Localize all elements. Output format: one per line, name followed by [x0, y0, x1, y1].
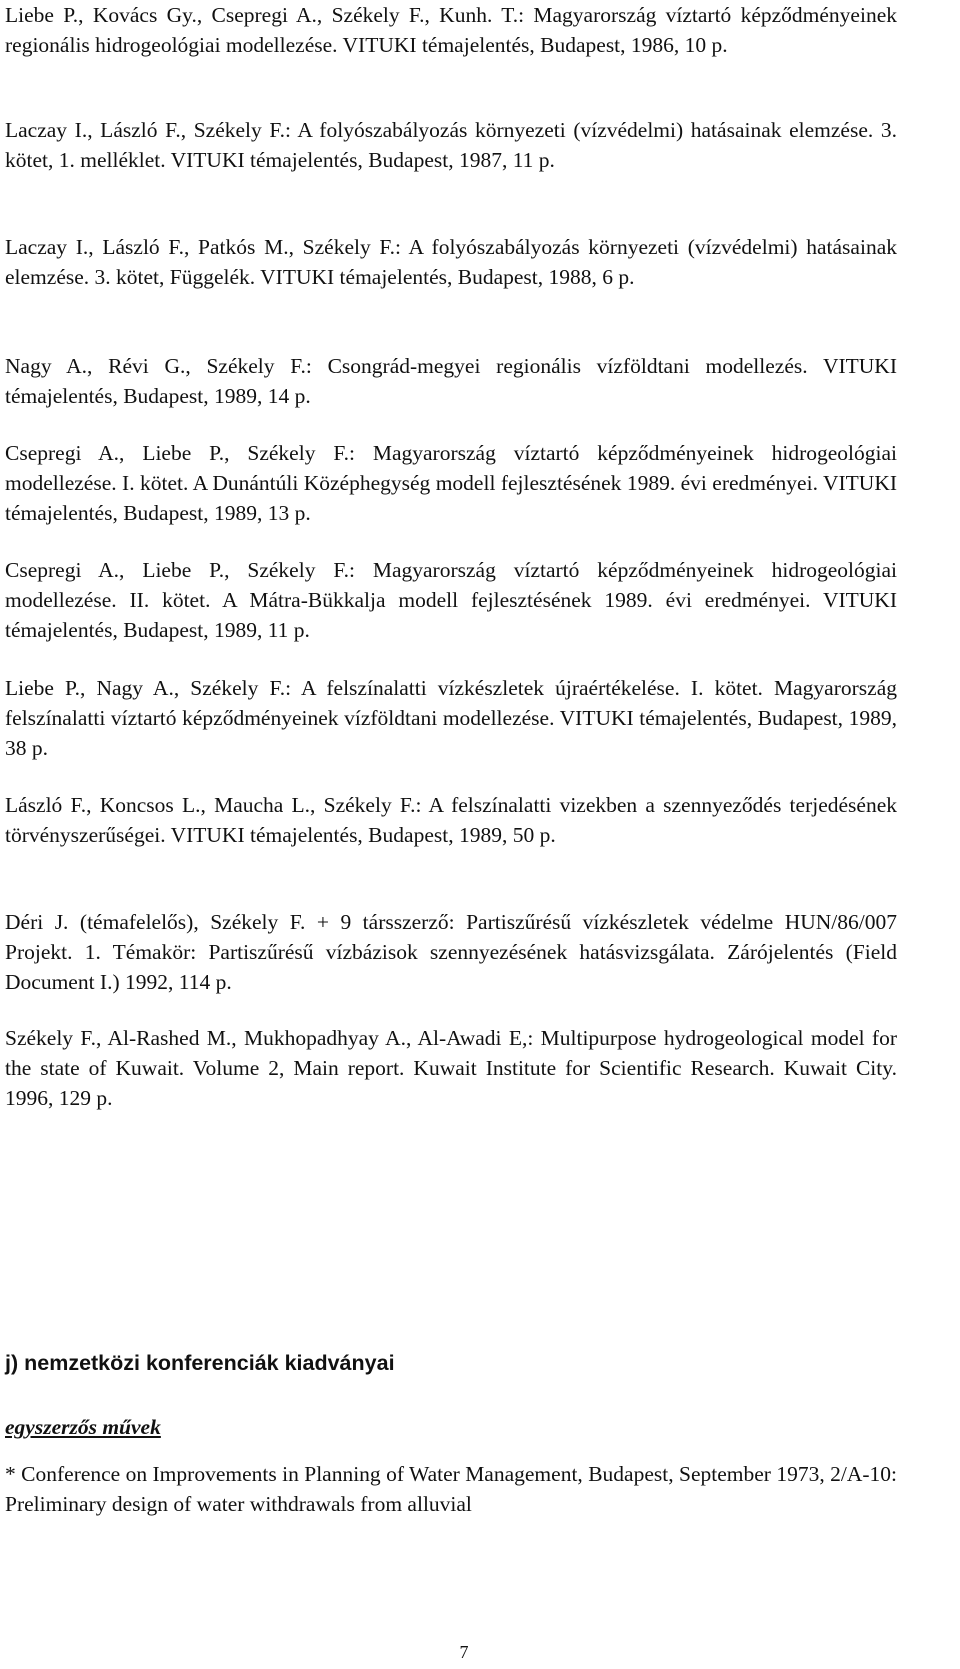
section-heading: j) nemzetközi konferenciák kiadványai [5, 1351, 395, 1375]
reference-entry: Csepregi A., Liebe P., Székely F.: Magyarország víztartó képződményeinek hidrogeológiai modellezése. II. kötet. A Mátra-Bükkalja modell fejlesztésének 1989. évi eredményei. VITUKI témajelentés, Budapest, 1989, 11 p. [5, 558, 897, 643]
reference-entry: Déri J. (témafelelős), Székely F. + 9 társszerző: Partiszűrésű vízkészletek védelme HUN/86/007 Projekt. 1. Témakör: Partiszűrésű vízbázisok szennyezésének hatásvizsgálata. Zárójelentés (Field Document I.) 1992, 114 p. [5, 910, 897, 995]
reference-entry: Laczay I., László F., Székely F.: A folyószabályozás környezeti (vízvédelmi) hatásainak elemzése. 3. kötet, 1. melléklet. VITUKI témajelentés, Budapest, 1987, 11 p. [5, 118, 897, 173]
reference-entry: Csepregi A., Liebe P., Székely F.: Magyarország víztartó képződményeinek hidrogeológiai modellezése. I. kötet. A Dunántúli Középhegység modell fejlesztésének 1989. évi eredményei. VITUKI témajelentés, Budapest, 1989, 13 p. [5, 441, 897, 526]
subsection-heading: egyszerzős művek [5, 1415, 161, 1439]
page-number: 7 [459, 1642, 469, 1662]
reference-entry: Liebe P., Nagy A., Székely F.: A felszínalatti vízkészletek újraértékelése. I. kötet. Magyarország felszínalatti víztartó képződményeinek vízföldtani modellezése. VITUKI témajelentés, Budapest, 1989, 38 p. [5, 676, 897, 761]
reference-entry: Liebe P., Kovács Gy., Csepregi A., Székely F., Kunh. T.: Magyarország víztartó képződményeinek regionális hidrogeológiai modellezése. VITUKI témajelentés, Budapest, 1986, 10 p. [5, 3, 897, 58]
reference-entry: Székely F., Al-Rashed M., Mukhopadhyay A., Al-Awadi E,: Multipurpose hydrogeological model for the state of Kuwait. Volume 2, Main report. Kuwait Institute for Scientific Research. Kuwait City. 1996, 129 p. [5, 1026, 897, 1111]
reference-entry: László F., Koncsos L., Maucha L., Székely F.: A felszínalatti vizekben a szennyeződés terjedésének törvényszerűségei. VITUKI témajelentés, Budapest, 1989, 50 p. [5, 793, 897, 848]
reference-entry: Nagy A., Révi G., Székely F.: Csongrád-megyei regionális vízföldtani modellezés. VITUKI témajelentés, Budapest, 1989, 14 p. [5, 354, 897, 409]
conference-entry: * Conference on Improvements in Planning of Water Management, Budapest, September 1973, 2/A-10: Preliminary design of water withdrawals from alluvial [5, 1462, 897, 1517]
reference-entry: Laczay I., László F., Patkós M., Székely F.: A folyószabályozás környezeti (vízvédelmi) hatásainak elemzése. 3. kötet, Függelék. VITUKI témajelentés, Budapest, 1988, 6 p. [5, 235, 897, 290]
